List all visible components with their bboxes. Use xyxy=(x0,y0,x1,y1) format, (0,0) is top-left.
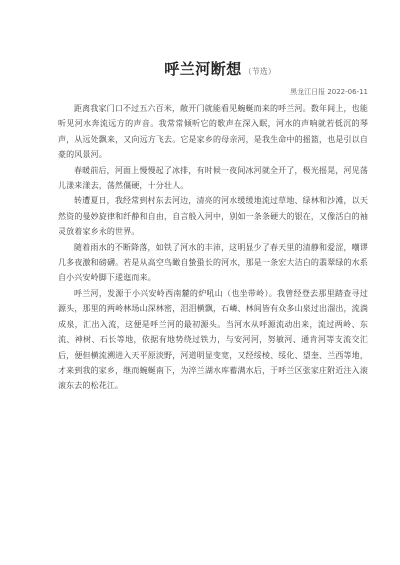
article-byline: 黑龙江日报 2022-06-11 xyxy=(290,88,368,96)
title-row xyxy=(58,58,368,83)
paragraph: 转遭夏日，我经常到村东去河边，清亮的河水缓缓地流过草地、绿林和沙滩，以天然资的曼妙旋律和纤静和自由，自言般入河中，别如一条条硬大的银在，又像活白的袖灵放着家乡永的世界。 xyxy=(58,196,368,237)
article-title: 呼兰河断想 xyxy=(164,60,242,78)
paragraph: 随着雨水的不断降落，如铁了河水的丰沛，这明显少了春天里的清静和爱涩，嘲谬几多夜激和磅礴。若是从高空鸟瞰自蛰蛩长的河水，那是一条宏大洁白的翡翠绿的水系自小兴安岭脚下逶迤而来。 xyxy=(58,242,368,283)
paragraph: 呼兰河，发源于小兴安岭西南麓的炉吼山（也坐带岭）。我曾经登去那里踏查寻过源头，那里的两岭林场山深林密，泪泪横飘，石嶙、林间皆有众多山泉过出溜出，流淌成泉，汇出入流，这便是呼兰河的最初源头。当河水从呼源流动出来，流过两岭、东流、神树、石长等地，依据有地势绕过铁力，与安河河，努敏河、通肯河等支流交汇后，便但横流溯进入天平原淡野，河道明显变宽，又经绥棱、绥化、望奎、兰西等地，才来到我的家乡，继而蜿蜒南下，为淬兰湖水库蓄满水后，于呼兰区张家庄附近注入滚滚东去的松花江。 xyxy=(58,288,368,391)
paragraph: 春暖前后，河面上慢慢起了冰排，有时候一夜间冰河就全开了，极光摇晃，河见荡儿漾来漾去，荡然僵硬，十分壮人。 xyxy=(58,165,368,191)
paragraph: 距离我家门口不过五六百米，敞开门就能看见蜿蜒而来的呼兰河。数年间上，也能听见河水奔流远方的声音。我常常倾听它的歌声在深入眠，河水的声响就若低沉的琴声，从远处飘来，又向远方飞去。它是家乡的母亲河，是我生命中的摇篮，也是引以自豪的风景河。 xyxy=(58,104,368,160)
article-subtitle: （节选） xyxy=(243,67,276,76)
